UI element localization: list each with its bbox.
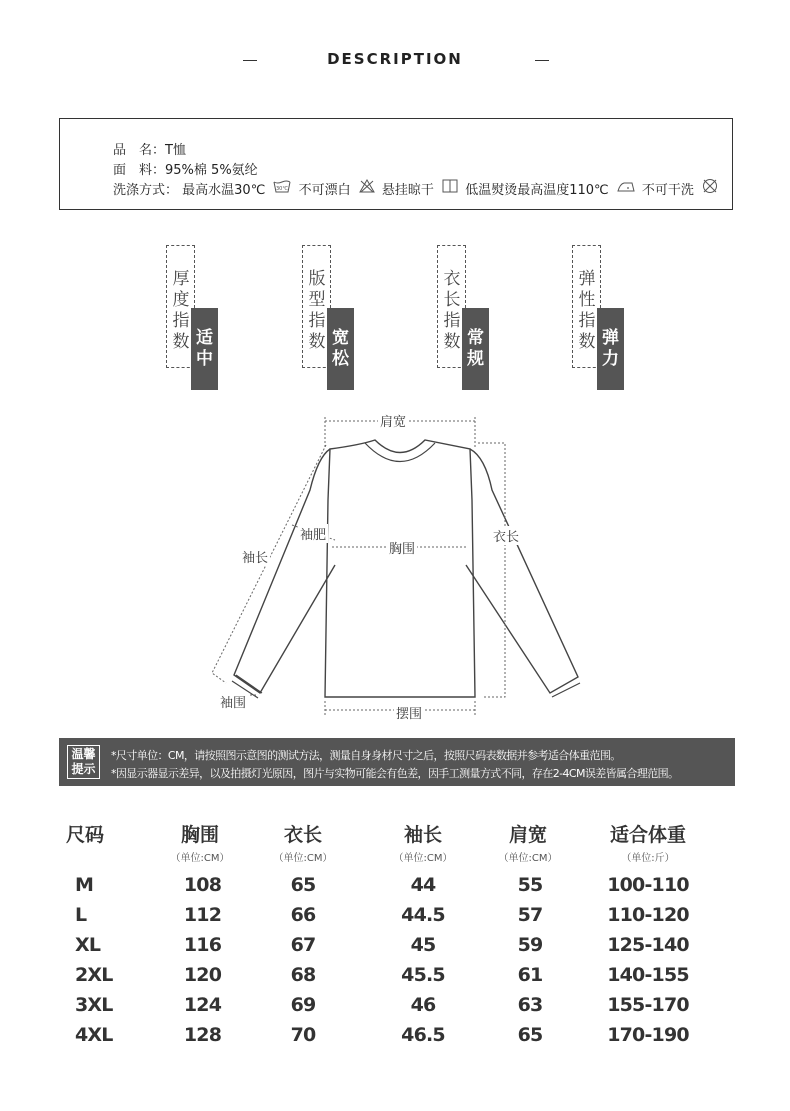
hang-dry-icon — [442, 179, 458, 197]
cell-length: 65 — [290, 874, 316, 896]
col-unit-chest: （单位:CM） — [170, 853, 230, 864]
cell-sleeve: 45.5 — [401, 964, 445, 986]
tip-line-2: *因显示器显示差异，以及拍摄灯光原因，图片与实物可能会有色差，因手工测量方式不同，存在2-4CM误差皆属合理范围。 — [111, 767, 679, 780]
cell-size: 3XL — [75, 994, 113, 1016]
cell-chest: 120 — [183, 964, 222, 986]
cell-chest: 112 — [183, 904, 222, 926]
col-unit-shoulder: （单位:CM） — [498, 853, 558, 864]
cell-chest: 108 — [183, 874, 222, 896]
page-title: DESCRIPTION — [327, 50, 463, 68]
cell-sleeve: 44.5 — [401, 904, 445, 926]
product-info-box — [59, 118, 733, 210]
cell-shoulder: 59 — [517, 934, 543, 956]
cell-size: L — [75, 904, 87, 926]
index-value-thickness: 适 中 — [191, 308, 218, 390]
name-label: 品 名： — [113, 143, 166, 158]
info-row-care — [113, 178, 721, 198]
cell-weight: 155-170 — [607, 994, 689, 1016]
tip-badge: 温馨 提示 — [67, 745, 100, 779]
care-text-hang: 悬挂晾干 — [381, 182, 434, 198]
index-label-fit: 版 型 指 数 — [308, 269, 326, 352]
cell-chest: 116 — [183, 934, 222, 956]
svg-text:30℃: 30℃ — [276, 185, 289, 192]
cell-sleeve: 45 — [410, 934, 436, 956]
header-dash-right — [535, 60, 549, 61]
label-hem: 摆围 — [394, 703, 424, 722]
no-dry-clean-icon — [702, 178, 718, 198]
label-sleeve-length: 袖长 — [240, 547, 270, 566]
cell-sleeve: 46.5 — [401, 1024, 445, 1046]
info-row-material — [113, 159, 258, 178]
index-value-elasticity: 弹 力 — [597, 308, 624, 390]
col-unit-length: （单位:CM） — [273, 853, 333, 864]
index-tag-fit — [302, 245, 358, 390]
care-text-wash: 最高水温30℃ — [182, 182, 266, 198]
label-length: 衣长 — [491, 526, 521, 545]
cell-weight: 140-155 — [607, 964, 689, 986]
cell-shoulder: 55 — [517, 874, 543, 896]
cell-shoulder: 65 — [517, 1024, 543, 1046]
care-text-bleach: 不可漂白 — [298, 182, 351, 198]
no-bleach-icon — [359, 179, 375, 197]
name-value: T恤 — [165, 143, 186, 158]
cell-chest: 128 — [183, 1024, 222, 1046]
cell-chest: 124 — [183, 994, 222, 1016]
index-label-thickness: 厚 度 指 数 — [172, 269, 190, 352]
cell-shoulder: 63 — [517, 994, 543, 1016]
index-tag-elasticity — [572, 245, 628, 390]
label-shoulder: 肩宽 — [378, 411, 408, 430]
col-header-shoulder: 肩宽 — [508, 824, 547, 846]
col-unit-weight: （单位:斤） — [621, 853, 675, 864]
index-label-length: 衣 长 指 数 — [443, 269, 461, 352]
label-sleeve-width: 袖肥 — [298, 524, 328, 543]
cell-weight: 125-140 — [607, 934, 689, 956]
label-cuff: 袖围 — [218, 692, 248, 711]
tip-line-1: *尺寸单位：CM，请按照图示意图的测试方法，测量自身身材尺寸之后，按照尺码表数据并参考适合体重范围。 — [111, 749, 621, 762]
cell-length: 69 — [290, 994, 316, 1016]
index-label-elasticity: 弹 性 指 数 — [578, 269, 596, 352]
cell-size: 4XL — [75, 1024, 113, 1046]
tip-banner — [59, 738, 735, 786]
wash-30-icon — [273, 180, 291, 197]
cell-shoulder: 57 — [517, 904, 543, 926]
cell-size: M — [75, 874, 94, 896]
col-header-weight: 适合体重 — [609, 824, 686, 846]
cell-length: 70 — [290, 1024, 316, 1046]
index-value-length: 常 规 — [462, 308, 489, 390]
index-tag-length — [437, 245, 493, 390]
cell-weight: 170-190 — [607, 1024, 689, 1046]
col-header-length: 衣长 — [283, 824, 322, 846]
cell-shoulder: 61 — [517, 964, 543, 986]
care-text-dryclean: 不可干洗 — [641, 182, 694, 198]
index-tag-thickness — [166, 245, 222, 390]
cell-length: 66 — [290, 904, 316, 926]
col-unit-sleeve: （单位:CM） — [393, 853, 453, 864]
cell-sleeve: 44 — [410, 874, 436, 896]
cell-size: XL — [75, 934, 101, 956]
info-row-name — [113, 139, 186, 158]
cell-weight: 110-120 — [607, 904, 689, 926]
label-chest: 胸围 — [387, 538, 417, 557]
garment-measurement-diagram — [200, 405, 600, 725]
cell-length: 68 — [290, 964, 316, 986]
cell-length: 67 — [290, 934, 316, 956]
material-label: 面 料： — [113, 163, 166, 178]
iron-low-icon — [617, 180, 635, 196]
col-header-size: 尺码 — [65, 824, 104, 846]
cell-weight: 100-110 — [607, 874, 689, 896]
col-header-chest: 胸围 — [180, 824, 219, 846]
material-value: 95%棉 5%氨纶 — [165, 163, 258, 178]
col-header-sleeve: 袖长 — [403, 824, 442, 846]
care-text-iron: 低温熨烫最高温度110℃ — [465, 182, 609, 198]
index-value-fit: 宽 松 — [327, 308, 354, 390]
care-label: 洗涤方式： — [113, 182, 179, 198]
cell-sleeve: 46 — [410, 994, 436, 1016]
cell-size: 2XL — [75, 964, 113, 986]
